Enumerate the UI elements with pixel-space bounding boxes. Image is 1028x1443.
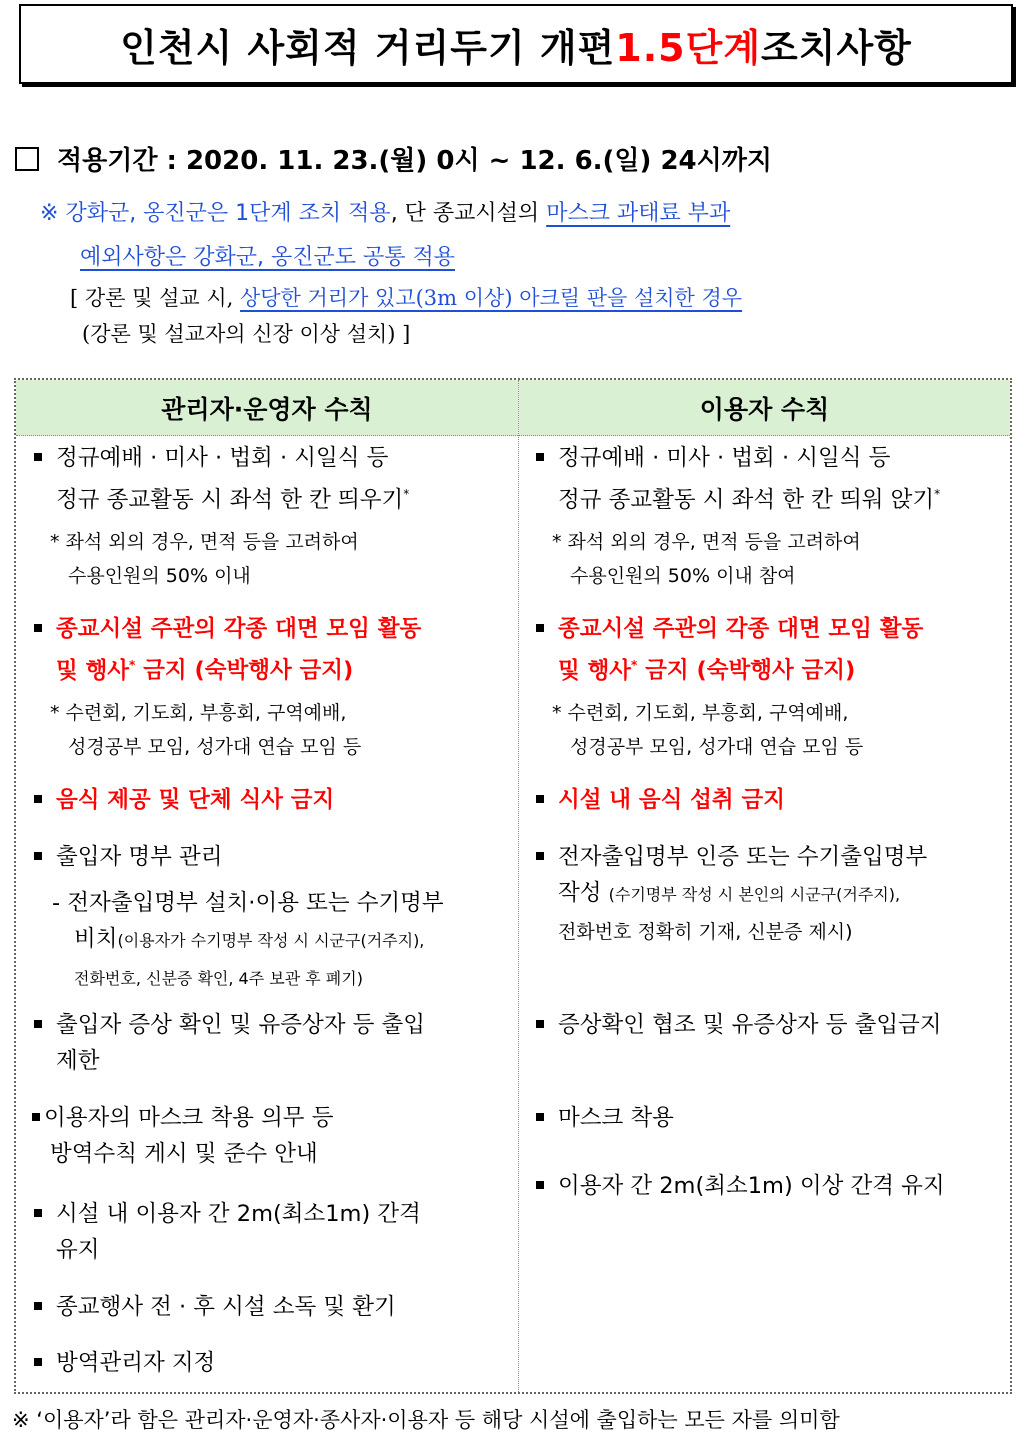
bullet-icon: [34, 852, 42, 860]
user-item-3: 시설 내 음식 섭취 금지: [536, 782, 785, 818]
manager-sub-1: * 좌석 외의 경우, 면적 등을 고려하여 수용인원의 50% 이내: [50, 531, 359, 587]
manager-item-4: 출입자 명부 관리: [34, 839, 222, 875]
period-text: 적용기간 : 2020. 11. 23.(월) 0시 ~ 12. 6.(일) 24시까지: [57, 146, 772, 176]
bullet-icon: [34, 1020, 42, 1028]
bullet-icon: [34, 624, 42, 632]
header-manager: 관리자·운영자 수칙: [16, 380, 518, 436]
footer-note: ※ ‘이용자’라 함은 관리자·운영자·종사자·이용자 등 해당 시설에 출입하는 모든 자를 의미함: [12, 1408, 840, 1432]
manager-item-9: 방역관리자 지정: [34, 1345, 215, 1381]
bullet-icon: [34, 453, 42, 461]
period-line: [15, 140, 772, 177]
bullet-icon: [536, 852, 544, 860]
bullet-icon: [34, 795, 42, 803]
user-item-1: 정규예배 · 미사 · 법회 · 시일식 등 정규 종교활동 시 좌석 한 칸 띄워 앉기*: [536, 440, 940, 518]
note-line-1: [40, 196, 730, 227]
bracket-link[interactable]: 상당한 거리가 있고(3m 이상) 아크릴 판을 설치한 경우: [239, 286, 743, 310]
note-line-2: [80, 240, 455, 271]
note-connector: , 단 종교시설의: [390, 201, 547, 226]
user-item-4: 전자출입명부 인증 또는 수기출입명부 작성 (수기명부 작성 시 본인의 시군구(거주지), 전화번호 정확히 기재, 신분증 제시): [536, 839, 927, 950]
user-sub-2: * 수련회, 기도회, 부흥회, 구역예배, 성경공부 모임, 성가대 연습 모임 등: [552, 702, 864, 758]
note-mark: ※: [40, 201, 59, 226]
title-highlight: 1.5단계: [615, 25, 762, 70]
title-part2: 조치사항: [761, 25, 912, 70]
bullet-icon: [536, 453, 544, 461]
note-blue-text: 강화군, 옹진군은 1단계 조치 적용: [65, 201, 391, 226]
manager-sub-2: * 수련회, 기도회, 부흥회, 구역예배, 성경공부 모임, 성가대 연습 모임 등: [50, 702, 362, 758]
title-part1: 인천시 사회적 거리두기 개편: [120, 25, 616, 70]
manager-item-2: 종교시설 주관의 각종 대면 모임 활동 및 행사* 금지 (숙박행사 금지): [34, 611, 421, 689]
bullet-icon: [536, 1113, 544, 1121]
manager-sub-4: - 전자출입명부 설치·이용 또는 수기명부 비치(이용자가 수기명부 작성 시 시군구(거주지), 전화번호, 신분증 확인, 4주 보관 후 폐기): [52, 890, 444, 988]
user-sub-1: * 좌석 외의 경우, 면적 등을 고려하여 수용인원의 50% 이내 참여: [552, 531, 861, 587]
bullet-icon: [536, 1020, 544, 1028]
column-divider: [518, 380, 519, 1392]
manager-item-7: 시설 내 이용자 간 2m(최소1m) 간격 유지: [34, 1196, 421, 1268]
header-user: 이용자 수칙: [519, 380, 1010, 436]
user-item-6: 마스크 착용: [536, 1100, 674, 1136]
bracket-line-1: [70, 282, 742, 312]
bullet-icon: [34, 1209, 42, 1217]
page-title: [19, 4, 1013, 84]
bullet-icon: [34, 1358, 42, 1366]
user-item-7: 이용자 간 2m(최소1m) 이상 간격 유지: [536, 1168, 945, 1204]
bracket-prefix: [ 강론 및 설교 시,: [70, 286, 240, 310]
manager-item-8: 종교행사 전 · 후 시설 소독 및 환기: [34, 1289, 396, 1325]
manager-item-6: 이용자의 마스크 착용 의무 등 방역수칙 게시 및 준수 안내: [32, 1100, 333, 1172]
manager-item-3: 음식 제공 및 단체 식사 금지: [34, 782, 334, 818]
manager-item-1: 정규예배 · 미사 · 법회 · 시일식 등 정규 종교활동 시 좌석 한 칸 띄우기*: [34, 440, 409, 518]
manager-item-5: 출입자 증상 확인 및 유증상자 등 출입 제한: [34, 1007, 425, 1079]
checkbox-icon: [15, 147, 39, 171]
bullet-icon: [34, 1302, 42, 1310]
bullet-icon: [536, 795, 544, 803]
note-link-line2[interactable]: 예외사항은 강화군, 옹진군도 공통 적용: [80, 245, 455, 270]
note-link[interactable]: 마스크 과태료 부과: [546, 201, 731, 226]
rules-table: [14, 378, 1012, 1394]
bracket-line-2: (강론 및 설교자의 신장 이상 설치) ]: [82, 322, 411, 346]
user-item-2: 종교시설 주관의 각종 대면 모임 활동 및 행사* 금지 (숙박행사 금지): [536, 611, 923, 689]
bullet-icon: [32, 1113, 40, 1121]
user-item-5: 증상확인 협조 및 유증상자 등 출입금지: [536, 1007, 942, 1043]
bullet-icon: [536, 624, 544, 632]
bullet-icon: [536, 1181, 544, 1189]
